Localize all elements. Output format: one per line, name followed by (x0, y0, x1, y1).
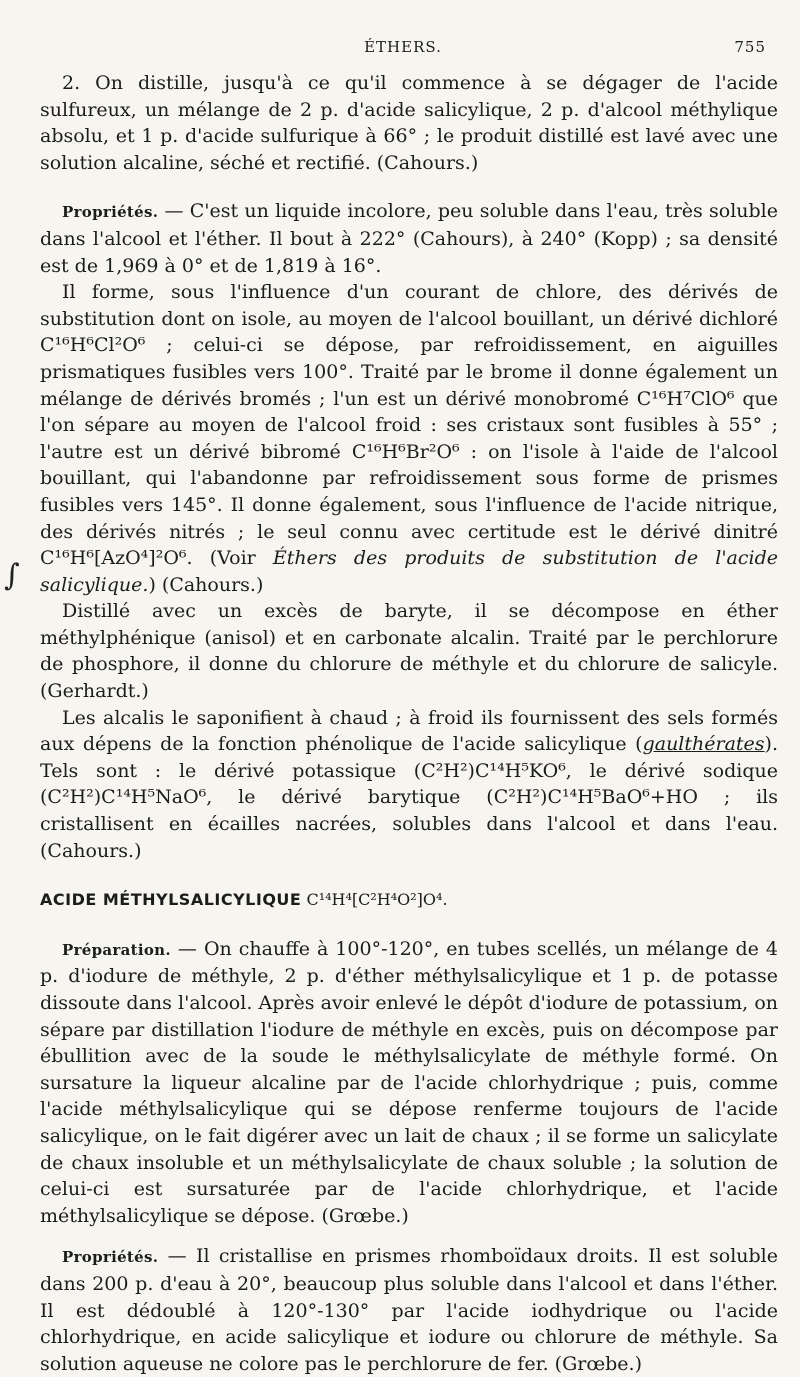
page-body (40, 70, 778, 1377)
paragraph-procedure-2: 2. On distille, jusqu'à ce qu'il commence à se dégager de l'acide sulfureux, un mélange de 2 p. d'acide salicylique, 2 p. d'alcool méthylique absolu, et 1 p. d'acide sulfurique à 66° ; le produit distillé est lavé avec une solution alcaline, séché et rectifié. (Cahours.) (40, 72, 778, 174)
properties-acid-text: — Il cristallise en prismes rhomboïdaux droits. Il est soluble dans 200 p. d'eau à 20°, beaucoup plus soluble dans l'alcool et dans l'éther. Il est dédoublé à 120°-130° par l'acide iodhydrique ou l'acide chlorhydrique, en acide salicylique et iodure ou chlorure de méthyle. Sa solution aqueuse ne colore pas le perchlorure de fer. (Grœbe.) (40, 1245, 778, 1375)
preparation-text: — On chauffe à 100°-120°, en tubes scellés, un mélange de 4 p. d'iodure de méthyle, 2 p. d'éther méthylsalicylique et 1 p. de potasse dissoute dans l'alcool. Après avoir enlevé le dépôt d'iodure de potassium, on sépare par distillation l'iodure de méthyle en excès, puis on décompose par ébullition avec de la soude le méthylsalicylate de méthyle formé. On sursature la liqueur alcaline par de l'acide chlorhydrique ; puis, comme l'acide méthylsalicylique qui se dépose renferme toujours de l'acide salicylique, on le fait digérer avec un lait de chaux ; il se forme un salicylate de chaux insoluble et un méthylsalicylate de chaux soluble ; la solution de celui-ci est sursaturée par de l'acide chlorhydrique, et l'acide méthylsalicylique se dépose. (Grœbe.) (40, 937, 778, 1227)
see-reference: Éthers des produits de substitution de l'acide salicylique. (40, 547, 778, 596)
margin-mark: ∫ (4, 558, 20, 593)
gaultherates-term: gaulthérates (642, 733, 765, 756)
paragraph-alkalis (40, 705, 778, 865)
section-title: ACIDE MÉTHYLSALICYLIQUE (40, 890, 302, 910)
properties-text: — C'est un liquide incolore, peu soluble dans l'eau, très soluble dans l'alcool et l'éther. Il bout à 222° (Cahours), à 240° (Kopp) ; sa densité est de 1,969 à 0° et de 1,819 à 16°. (40, 200, 778, 277)
paragraph-properties (40, 198, 778, 279)
properties-acid-heading: Propriétés. (62, 1248, 159, 1267)
paragraph-properties-acid (40, 1243, 778, 1377)
properties-heading: Propriétés. (62, 203, 159, 222)
chlorine-text-end: ) (Cahours.) (148, 573, 264, 596)
alkalis-text-end: ). Tels sont : le dérivé potassique (C²H²)C¹⁴H⁵KO⁶, le dérivé sodique (C²H²)C¹⁴H⁵NaO⁶, le dérivé barytique (C²H²)C¹⁴H⁵BaO⁶+HO ; ils cristallisent en écailles nacrées, solubles dans l'alcool et dans l'eau. (Cahours.) (40, 733, 778, 862)
section-formula: C¹⁴H⁴[C²H⁴O²]O⁴. (301, 890, 448, 910)
page-number: 755 (734, 38, 766, 56)
alkalis-text: Les alcalis le saponifient à chaud ; à froid ils fournissent des sels formés aux dépens de la fonction phénolique de l'acide salicylique ( (40, 706, 778, 756)
running-title: ÉTHERS. (364, 38, 442, 56)
section-heading (40, 886, 778, 914)
chlorine-text: Il forme, sous l'influence d'un courant de chlore, des dérivés de substitution dont on isole, au moyen de l'alcool bouillant, un dérivé dichloré C¹⁶H⁶Cl²O⁶ ; celui-ci se dépose, par refroidissement, en aiguilles prismatiques fusibles vers 100°. Traité par le brome il donne également un mélange de dérivés bromés ; l'un est un dérivé monobromé C¹⁶H⁷ClO⁶ que l'on sépare au moyen de l'alcool froid : ses cristaux sont fusibles à 55° ; l'autre est un dérivé bibromé C¹⁶H⁶Br²O⁶ : on l'isole à l'aide de l'alcool bouillant, qui l'abandonne par refroidissement sous forme de prismes fusibles vers 145°. Il donne également, sous l'influence de l'acide nitrique, des dérivés nitrés ; le seul connu avec certitude est le dérivé dinitré C¹⁶H⁶[AzO⁴]²O⁶. (Voir (40, 281, 778, 570)
paragraph-chlorine (40, 279, 778, 598)
running-head (40, 38, 766, 66)
paragraph-preparation (40, 936, 778, 1230)
preparation-heading: Préparation. (62, 940, 171, 959)
paragraph-baryte: Distillé avec un excès de baryte, il se décompose en éther méthylphénique (anisol) et en carbonate alcalin. Traité par le perchlorure de phosphore, il donne du chlorure de méthyle et du chlorure de salicyle. (Gerhardt.) (40, 600, 778, 703)
